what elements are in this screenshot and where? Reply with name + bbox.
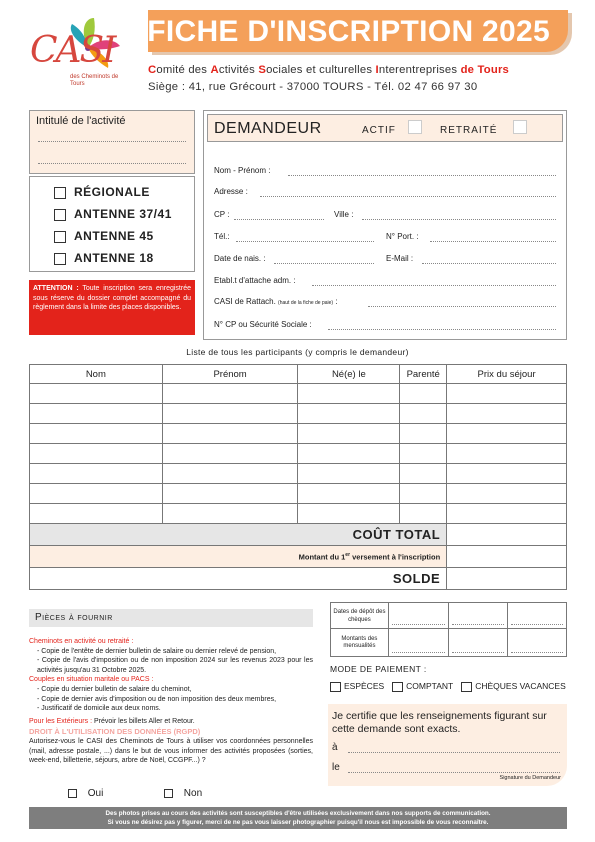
payment-mode-option[interactable] [330, 681, 384, 691]
adresse-field[interactable] [260, 196, 556, 197]
logo-text: CASI [30, 30, 115, 71]
certification-text: Je certifie que les renseignements figurant sur cette demande sont exacts. [332, 710, 547, 735]
antenna-label: RÉGIONALE [74, 185, 150, 199]
payment-mode-label: COMPTANT [406, 681, 454, 691]
payment-mode-title: MODE DE PAIEMENT : [330, 664, 427, 674]
casi-label [214, 297, 338, 306]
table-row [30, 444, 567, 464]
table-cell[interactable] [298, 424, 400, 444]
column-header: Parenté [400, 365, 447, 384]
summary-row [30, 524, 567, 546]
participants-table-wrap [29, 364, 567, 590]
org-part: I [375, 64, 379, 76]
table-cell[interactable] [162, 444, 298, 464]
table-cell[interactable] [447, 484, 567, 504]
table-cell[interactable] [162, 404, 298, 424]
actif-label: ACTIF [362, 125, 396, 136]
antenna-option[interactable] [54, 207, 172, 221]
payment-mode-option[interactable] [461, 681, 566, 691]
nom-label: Nom - Prénom : [214, 166, 271, 175]
payment-modes [330, 681, 574, 692]
antenna-option[interactable] [54, 251, 154, 265]
org-part: C [148, 64, 157, 76]
dates-depot-label: Dates de dépôt des chèques [331, 603, 389, 629]
table-row [30, 464, 567, 484]
summary-row [30, 546, 567, 568]
table-cell[interactable] [30, 384, 163, 404]
ville-field[interactable] [362, 219, 556, 220]
column-header: Prix du séjour [447, 365, 567, 384]
table-cell[interactable] [162, 424, 298, 444]
email-label: E-Mail : [386, 254, 414, 263]
nom-field[interactable] [288, 175, 556, 176]
secu-label: N° CP ou Sécurité Sociale : [214, 320, 312, 329]
list-item: - Copie de l'entête de dernier bulletin de salaire ou dernier relevé de pension, [37, 647, 277, 655]
signature-label: Signature du Demandeur [499, 775, 561, 781]
table-cell[interactable] [400, 384, 447, 404]
certification-box [328, 704, 567, 786]
payment-grid [330, 602, 567, 657]
demandeur-title: DEMANDEUR [214, 120, 322, 137]
table-cell[interactable] [298, 504, 400, 524]
organisation-address: Siège : 41, rue Grécourt - 37000 TOURS - Tél. 02 47 66 97 30 [148, 81, 478, 93]
table-row [30, 404, 567, 424]
cout-total-label: COÛT TOTAL [30, 524, 447, 546]
table-cell[interactable] [30, 424, 163, 444]
column-header: Né(e) le [298, 365, 400, 384]
org-part: A [210, 64, 219, 76]
antenna-checkbox[interactable] [54, 209, 66, 221]
activity-title: Intitulé de l'activité [36, 115, 126, 127]
secu-field[interactable] [328, 329, 556, 330]
table-cell[interactable] [298, 404, 400, 424]
attention-text: Toute inscription sera enregistrée sous réserve du dossier complet accompagné du règlement dans la limite des places disponibles. [33, 285, 191, 311]
table-cell[interactable] [30, 404, 163, 424]
activity-line-1[interactable] [38, 141, 186, 142]
demandeur-header [207, 114, 563, 142]
etabl-field[interactable] [312, 285, 556, 286]
logo [24, 10, 136, 94]
activity-box [29, 110, 195, 174]
antenna-label: ANTENNE 18 [74, 251, 154, 265]
table-row [30, 484, 567, 504]
exterieurs-text: Prévoir les billets Aller et Retour. [92, 717, 195, 725]
cp-field[interactable] [234, 219, 324, 220]
participants-caption: Liste de tous les participants (y compris le demandeur) [186, 347, 409, 357]
antenna-checkbox[interactable] [54, 187, 66, 199]
casi-field[interactable] [368, 306, 556, 307]
tel-field[interactable] [236, 241, 374, 242]
montant-sup: er [345, 551, 351, 558]
list-item: - Justificatif de domicile aux deux noms. [37, 705, 161, 713]
retraite-checkbox[interactable] [513, 120, 527, 134]
non-checkbox[interactable] [164, 789, 173, 798]
table-cell[interactable] [30, 484, 163, 504]
non-label: Non [183, 788, 203, 799]
table-row [30, 504, 567, 524]
table-cell[interactable] [400, 484, 447, 504]
pieces-section-couples: Couples en situation maritale ou PACS : [29, 676, 154, 684]
org-part: ociales et culturelles [266, 64, 376, 76]
montants-cell-3[interactable] [508, 629, 567, 657]
attention-lead: ATTENTION : [33, 285, 79, 292]
list-item: - Copie du dernier bulletin de salaire du cheminot, [37, 685, 192, 693]
rgpd-title: DROIT À L'UTILISATION DES DONNÉES (RGPD) [29, 727, 201, 737]
list-item: - Copie de l'avis d'imposition ou de non imposition 2024 sur les revenus 2023 pour les activités jusqu'au 31 Octobre 2025. [37, 657, 313, 674]
antenna-option[interactable] [54, 229, 154, 243]
le-label: le [332, 762, 340, 773]
rgpd-text: Autorisez-vous le CASI des Cheminots de Tours à utiliser vos coordonnées personnelles (mail, adresse postale, ...) dans le but de vous informer des activités proposées (sorties, week-end, billetterie, séjours, arbre de Noël, CCGPF...) ? [29, 737, 313, 765]
pieces-exterieurs [29, 717, 313, 727]
table-cell[interactable] [400, 504, 447, 524]
org-part: ctivités [218, 64, 259, 76]
retraite-label: RETRAITÉ [440, 125, 498, 136]
summary-row [30, 568, 567, 590]
a-label: à [332, 742, 338, 753]
cp-label: CP : [214, 210, 230, 219]
montant-label [30, 546, 447, 568]
payment-mode-option[interactable] [392, 681, 453, 691]
antenna-box [29, 176, 195, 272]
table-cell[interactable] [447, 444, 567, 464]
antenna-checkbox[interactable] [54, 231, 66, 243]
table-cell[interactable] [298, 484, 400, 504]
footer-line-1: Des photos prises au cours des activités sont susceptibles d'être utilisées exclusivement dans nos supports de communication. [105, 810, 491, 817]
activity-line-2[interactable] [38, 163, 186, 164]
summary-value-cell[interactable] [447, 524, 567, 546]
payment-mode-label: ESPÈCES [344, 681, 385, 691]
ville-label: Ville : [334, 210, 354, 219]
antenna-label: ANTENNE 37/41 [74, 207, 172, 221]
payment-mode-checkbox[interactable] [330, 682, 341, 692]
summary-value-cell[interactable] [447, 546, 567, 568]
pieces-section-cheminots: Cheminots en activité ou retraité : [29, 638, 134, 645]
antenna-checkbox[interactable] [54, 253, 66, 265]
rgpd-non-option[interactable] [164, 788, 202, 799]
naissance-field[interactable] [274, 263, 374, 264]
org-part: nterentreprises [378, 64, 461, 76]
org-part: S [258, 64, 267, 76]
nport-field[interactable] [430, 241, 556, 242]
table-cell[interactable] [447, 504, 567, 524]
participants-table [29, 364, 567, 590]
table-cell[interactable] [298, 384, 400, 404]
page-title: FICHE D'INSCRIPTION 2025 [147, 15, 550, 48]
table-cell[interactable] [30, 444, 163, 464]
dates-cell-2[interactable] [448, 603, 508, 629]
demandeur-panel [203, 110, 567, 340]
table-cell[interactable] [30, 464, 163, 484]
naissance-label: Date de nais. : [214, 254, 266, 263]
table-cell[interactable] [447, 384, 567, 404]
montant-post: versement à l'inscription [350, 552, 441, 562]
table-cell[interactable] [447, 464, 567, 484]
table-cell[interactable] [400, 444, 447, 464]
table-cell[interactable] [447, 424, 567, 444]
dates-cell-3[interactable] [508, 603, 567, 629]
table-cell[interactable] [30, 504, 163, 524]
montants-label: Montants des mensualités [331, 629, 389, 657]
summary-value-cell[interactable] [447, 568, 567, 590]
table-cell[interactable] [298, 464, 400, 484]
logo-subtitle: des Cheminots de Tours [70, 74, 119, 87]
table-cell[interactable] [162, 504, 298, 524]
table-row [30, 424, 567, 444]
adresse-label: Adresse : [214, 187, 248, 196]
email-field[interactable] [422, 263, 556, 264]
casi-label-colon: : [335, 297, 338, 306]
date-field[interactable] [348, 772, 560, 773]
table-row [30, 384, 567, 404]
exterieurs-lead: Pour les Extérieurs : [29, 717, 93, 725]
payment-mode-label: CHÈQUES VACANCES [475, 681, 566, 691]
actif-checkbox[interactable] [408, 120, 422, 134]
table-cell[interactable] [162, 384, 298, 404]
table-cell[interactable] [400, 404, 447, 424]
organisation-name [148, 64, 509, 76]
montants-cell-1[interactable] [388, 629, 448, 657]
table-cell[interactable] [162, 464, 298, 484]
montants-cell-2[interactable] [448, 629, 508, 657]
casi-label-note: (haut de la fiche de paie) [278, 300, 334, 306]
antenna-option[interactable] [54, 185, 150, 199]
lieu-field[interactable] [348, 752, 560, 753]
column-header: Nom [30, 365, 163, 384]
oui-label: Oui [87, 788, 104, 799]
payment-mode-checkbox[interactable] [392, 682, 403, 692]
rgpd-oui-option[interactable] [68, 788, 103, 799]
org-part: omité des [156, 64, 211, 76]
table-cell[interactable] [400, 424, 447, 444]
antenna-label: ANTENNE 45 [74, 229, 154, 243]
nport-label: N° Port. : [386, 232, 419, 241]
payment-mode-checkbox[interactable] [461, 682, 472, 692]
table-cell[interactable] [447, 404, 567, 424]
casi-label-text: CASI de Rattach. [214, 297, 276, 306]
table-header-row [30, 365, 567, 384]
table-cell[interactable] [298, 444, 400, 464]
table-cell[interactable] [162, 484, 298, 504]
dates-cell-1[interactable] [388, 603, 448, 629]
oui-checkbox[interactable] [68, 789, 77, 798]
pieces-title: Pièces à fournir [35, 612, 113, 623]
footer-line-2: Si vous ne désirez pas y figurer, merci de ne pas vous laisser photographier puisqu'il nous est impossible de vous reconnaître. [107, 819, 489, 826]
pieces-title-bar [29, 609, 313, 627]
column-header: Prénom [162, 365, 298, 384]
tel-label: Tél.: [214, 232, 230, 241]
pieces-content [29, 637, 313, 766]
org-part: de Tours [460, 64, 510, 76]
list-item: - Copie de dernier avis d'imposition ou de non imposition des deux membres, [37, 695, 277, 703]
title-banner [148, 10, 568, 52]
solde-label: SOLDE [30, 568, 447, 590]
etabl-label: Etabl.t d'attache adm. : [214, 276, 296, 285]
table-cell[interactable] [400, 464, 447, 484]
montant-pre: Montant du 1 [298, 552, 346, 562]
attention-notice [29, 280, 195, 335]
footer-banner [29, 807, 567, 829]
